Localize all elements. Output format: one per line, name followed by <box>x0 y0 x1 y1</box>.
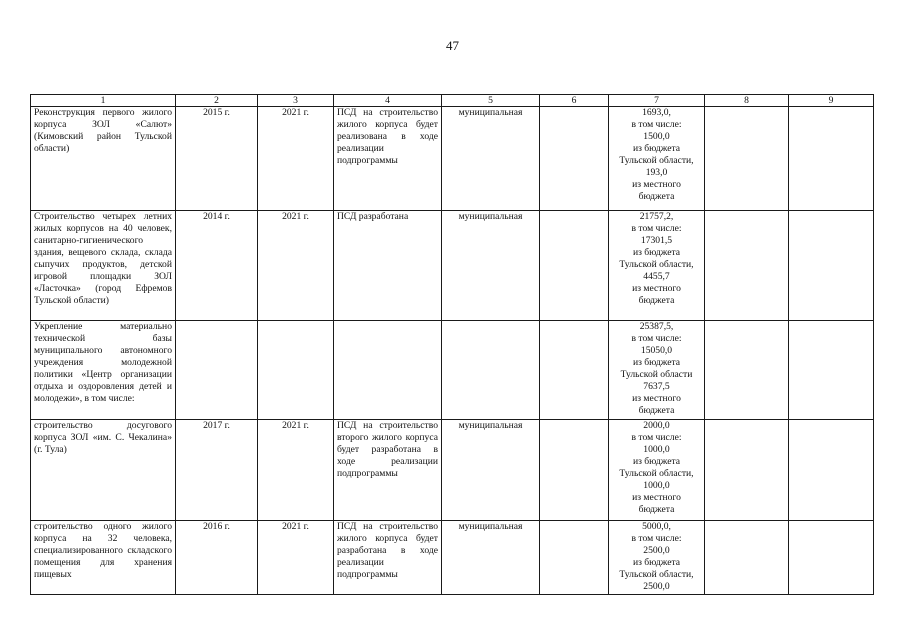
col9-cell <box>789 420 874 521</box>
col6-cell <box>540 321 609 420</box>
year-start-cell: 2016 г. <box>176 521 258 595</box>
col9-cell <box>789 211 874 321</box>
col-header-5: 5 <box>442 95 540 107</box>
table-row <box>31 521 874 595</box>
col8-cell <box>705 521 789 595</box>
page-number: 47 <box>446 38 459 53</box>
doc-status-cell: ПСД на строительство жилого корпуса будет реализована в ходе реализации подпрограммы <box>334 107 442 211</box>
table-row <box>31 211 874 321</box>
row-name-cell: строительство досугового корпуса ЗОЛ «им. С. Чекалина» (г. Тула) <box>31 420 176 521</box>
col9-cell <box>789 321 874 420</box>
col-header-4: 4 <box>334 95 442 107</box>
doc-status-cell: ПСД на строительство второго жилого корпуса будет разработана в ходе реализации подпрограммы <box>334 420 442 521</box>
col-header-7: 7 <box>609 95 705 107</box>
year-end-cell: 2021 г. <box>258 211 334 321</box>
header-row <box>31 95 874 107</box>
year-end-cell <box>258 321 334 420</box>
col6-cell <box>540 420 609 521</box>
funding-cell: муниципальная <box>442 521 540 595</box>
row-name-cell: Реконструкция первого жилого корпуса ЗОЛ «Салют» (Кимовский район Тульской области) <box>31 107 176 211</box>
col6-cell <box>540 107 609 211</box>
col-header-2: 2 <box>176 95 258 107</box>
col-header-8: 8 <box>705 95 789 107</box>
amount-cell: 25387,5, в том числе: 15050,0 из бюджета Тульской области 7637,5 из местного бюджета <box>609 321 705 420</box>
col9-cell <box>789 107 874 211</box>
funding-cell: муниципальная <box>442 420 540 521</box>
col6-cell <box>540 521 609 595</box>
col8-cell <box>705 211 789 321</box>
funding-cell: муниципальная <box>442 211 540 321</box>
year-end-cell: 2021 г. <box>258 521 334 595</box>
amount-cell <box>609 521 705 595</box>
col-header-3: 3 <box>258 95 334 107</box>
year-start-cell <box>176 321 258 420</box>
funding-cell <box>442 321 540 420</box>
col8-cell <box>705 420 789 521</box>
table-row <box>31 321 874 420</box>
doc-status-cell <box>334 321 442 420</box>
doc-status-cell <box>334 521 442 595</box>
row-name-cell <box>31 521 176 595</box>
col9-cell <box>789 521 874 595</box>
amount-cell: 21757,2, в том числе: 17301,5 из бюджета Тульской области, 4455,7 из местного бюджета <box>609 211 705 321</box>
year-end-cell: 2021 г. <box>258 107 334 211</box>
row-name-cell: Укрепление материально технической базы муниципального автономного учреждения молодежной политики «Центр организации отдыха и оздоровления детей и молодежи», в том числе: <box>31 321 176 420</box>
program-table <box>30 94 874 595</box>
doc-status-cell: ПСД разработана <box>334 211 442 321</box>
funding-cell: муниципальная <box>442 107 540 211</box>
col8-cell <box>705 107 789 211</box>
amount-cell: 2000,0 в том числе: 1000,0 из бюджета Тульской области, 1000,0 из местного бюджета <box>609 420 705 521</box>
year-start-cell: 2017 г. <box>176 420 258 521</box>
doc-status-text: ПСД на строительство жилого корпуса будет разработана в ходе реализации подпрограммы <box>337 521 438 580</box>
row-name-cell: Строительство четырех летних жилых корпусов на 40 человек, санитарно-гигиенического здания, вещевого склада, склада сыпучих продуктов, детской игровой площадки ЗОЛ «Ласточка» (город Ефремов Тульской области) <box>31 211 176 321</box>
year-start-cell: 2015 г. <box>176 107 258 211</box>
col-header-6: 6 <box>540 95 609 107</box>
year-start-cell: 2014 г. <box>176 211 258 321</box>
col-header-1: 1 <box>31 95 176 107</box>
amount-cell: 1693,0, в том числе: 1500,0 из бюджета Тульской области, 193,0 из местного бюджета <box>609 107 705 211</box>
table-row <box>31 107 874 211</box>
col8-cell <box>705 321 789 420</box>
table-row <box>31 420 874 521</box>
amount-text: 5000,0, в том числе: 2500,0 из бюджета Тульской области, 2500,0 <box>619 521 694 591</box>
col-header-9: 9 <box>789 95 874 107</box>
row-name-text: строительство одного жилого корпуса на 32 человека, специализированного складского помещения для хранения пищевых <box>34 521 172 580</box>
col6-cell <box>540 211 609 321</box>
year-end-cell: 2021 г. <box>258 420 334 521</box>
